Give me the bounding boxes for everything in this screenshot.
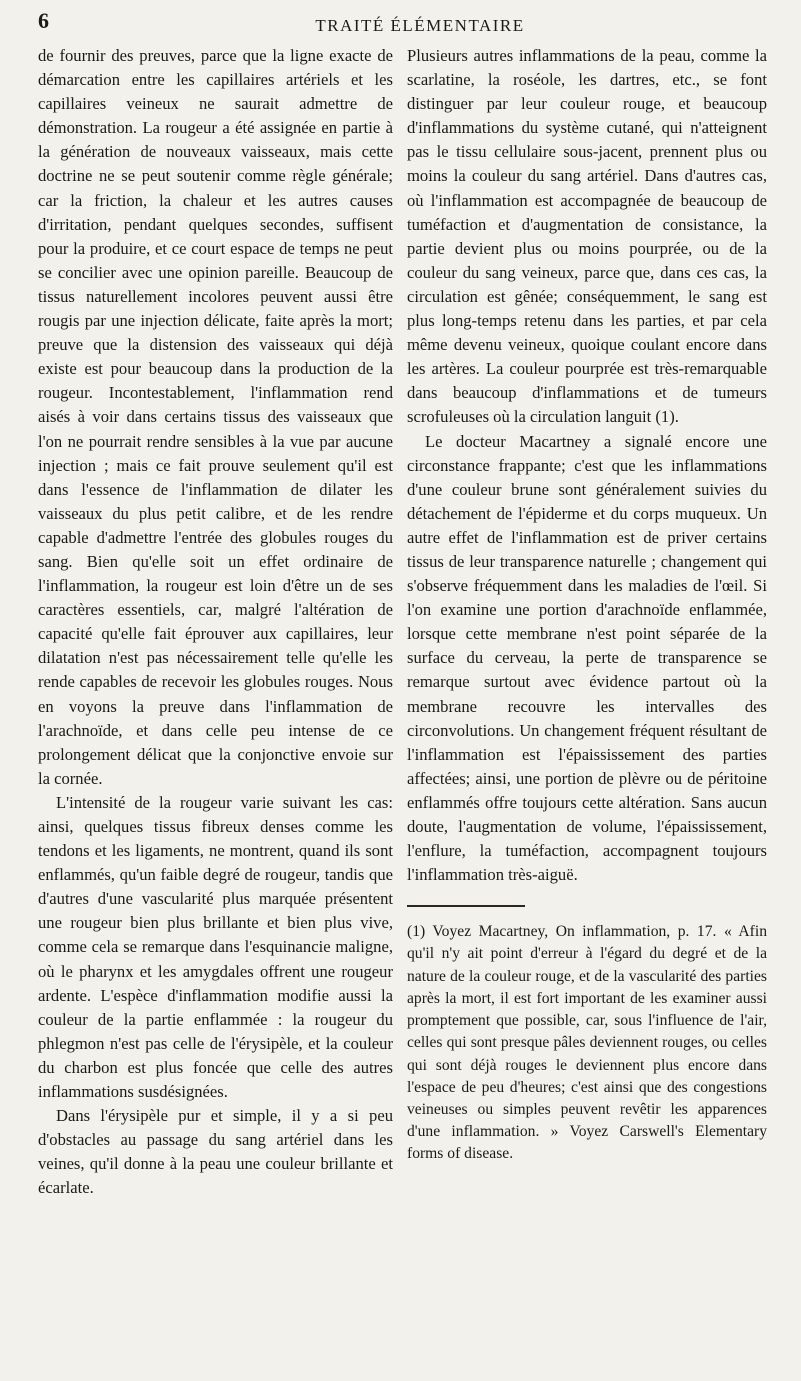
paragraph: de fournir des preuves, parce que la ligne exacte de démarcation entre les capillaires artériels et les capillaires veineux ne saurait admettre de démonstration. La rougeur a été assignée en partie à la génération de nouveaux vaisseaux, mais cette doctrine ne se peut soutenir comme règle générale; car la friction, la chaleur et les autres causes d'irritation, pendant quelques secondes, suffisent pour la produire, et ce court espace de temps ne peut se concilier avec une opinion pareille. Beaucoup de tissus naturellement incolores peuvent aussi être rougis par une injection délicate, faite après la mort; preuve que la distension des vaisseaux qui déjà existe est pour beaucoup dans la production de la rougeur. Incontestablement, l'inflammation rend aisés à voir dans certains tissus des vaisseaux que l'on ne pourrait rendre sensibles à la vue par aucune injection ; mais ce fait prouve seulement qu'il est dans l'essence de l'inflammation de dilater les vaisseaux du plus petit calibre, et de les rendre capable d'admettre l'entrée des globules rouges du sang. Bien qu'elle soit un effet ordinaire de l'inflammation, la rougeur est loin d'être un de ses caractères essentiels, car, malgré l'altération de capacité qu'elle fait éprouver aux capillaires, leur dilatation n'est pas nécessairement telle qu'elle les rende capables de recevoir les globules rouges. Nous en voyons la preuve dans l'inflammation de l'arachnoïde, et dans celle peu intense de ce prolongement délicat que la conjonctive envoie sur la cornée.	[38, 46, 393, 788]
footnote: (1) Voyez Macartney, On inflammation, p. 17. « Afin qu'il n'y ait point d'erreur à l'égard du degré et de la nature de la couleur rouge, et de la vascularité des parties après la mort, il est fort important de les examiner aussi promptement que possible, car, sous l'influence de l'air, celles qui sont presque pâles deviennent rouges, ou celles qui sont déjà rouges le deviennent plus encore dans l'espace de peu d'heures; c'est ainsi que des congestions veineuses ou simples peuvent revêtir les apparences d'une inflammation. » Voyez Carswell's Elementary forms of disease.	[407, 923, 767, 1163]
running-title: TRAITÉ ÉLÉMENTAIRE	[315, 16, 525, 35]
paragraph: Le docteur Macartney a signalé encore une circonstance frappante; c'est que les inflammations d'une couleur brune sont généralement suivies du détachement de l'épiderme et du corps muqueux. Un autre effet de l'inflammation est de priver certains tissus de leur transparence naturelle ; changement qui s'observe fréquemment dans les maladies de l'œil. Si l'on examine une portion d'arachnoïde enflammée, lorsque cette membrane n'est point séparée de la surface du cerveau, la perte de transparence se remarque surtout avec évidence partout où la membrane recouvre les intervalles des circonvolutions. Un changement fréquent résultant de l'inflammation est l'épaississement des parties affectées; ainsi, une portion de plèvre ou de péritoine enflammés offre toujours cette altération. Sans aucun doute, l'augmentation de volume, l'épaississement, l'enflure, la tuméfaction, accompagnent toujours l'inflammation très-aiguë.	[407, 431, 767, 885]
left-column	[38, 44, 393, 1201]
right-column	[407, 44, 767, 1166]
page-number: 6	[38, 8, 49, 33]
paragraph: Dans l'érysipèle pur et simple, il y a si peu d'obstacles au passage du sang artériel dans les veines, qu'il donne à la peau une couleur brillante et écarlate.	[38, 1106, 393, 1198]
footnote-rule	[407, 905, 525, 907]
paragraph: L'intensité de la rougeur varie suivant les cas: ainsi, quelques tissus fibreux denses comme les tendons et les ligaments, ne montrent, quand ils sont enflammés, qu'un faible degré de rougeur, tandis que d'autres d'une vascularité plus marquée présentent une rougeur bien plus brillante et bien plus vive, comme cela se remarque dans l'esquinancie maligne, où le pharynx et les amygdales offrent une rougeur ardente. L'espèce d'inflammation modifie aussi la couleur de la partie enflammée : la rougeur du phlegmon n'est pas celle de l'érysipèle, et la couleur du charbon est plus foncée que celle des autres inflammations susdésignées.	[38, 792, 393, 1102]
paragraph: Plusieurs autres inflammations de la peau, comme la scarlatine, la roséole, les dartres, etc., se font distinguer par leur couleur rouge, et beaucoup d'inflammations du système cutané, qui n'atteignent pas le tissu cellulaire sous-jacent, prennent plus ou moins la couleur du sang artériel. Dans d'autres cas, où l'inflammation est accompagnée de beaucoup de tuméfaction et d'augmentation de consistance, la partie devient plus ou moins pourprée, ou de la couleur du sang veineux, parce que, dans ces cas, la circulation est gênée; conséquemment, le sang est plus long-temps retenu dans les parties, et par cela même devenu veineux, quoique coulant encore dans les artères. La couleur pourprée est très-remarquable dans beaucoup d'inflammations et de tumeurs scrofuleuses où la circulation languit (1).	[407, 46, 767, 427]
